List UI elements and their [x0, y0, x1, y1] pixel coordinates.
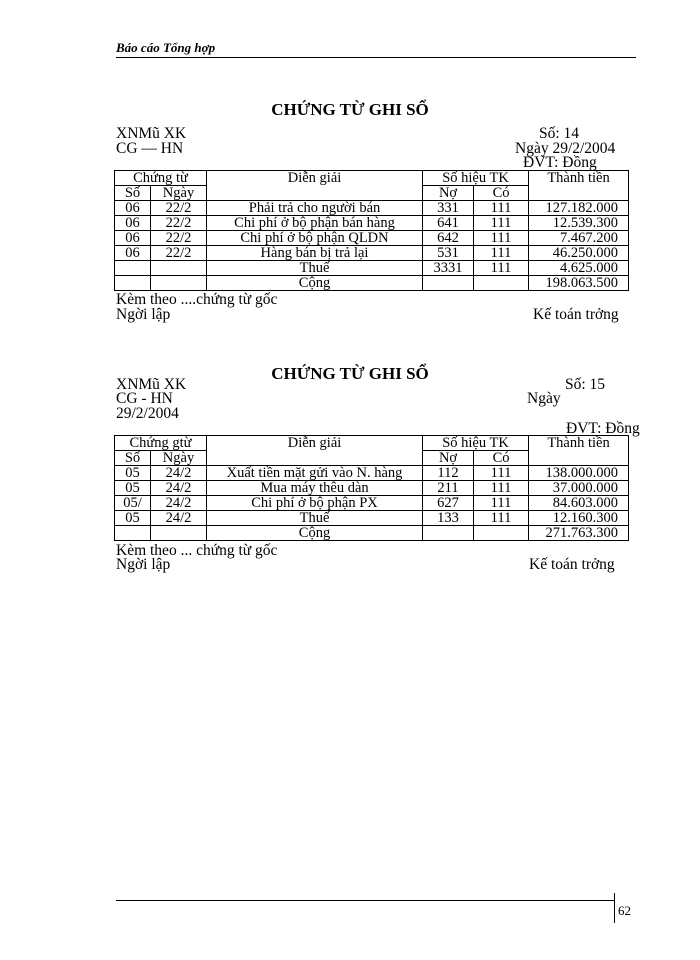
col-ngay: Ngày	[151, 186, 207, 201]
table-row-total: Cộng 271.763.300	[115, 526, 629, 541]
voucher-2-preparer: Ngời lập	[116, 556, 171, 573]
col-so-hieu: Số hiệu TK	[423, 171, 529, 186]
voucher-2-accountant: Kế toán trởng	[529, 556, 615, 573]
voucher-1-table	[114, 170, 629, 291]
voucher-1-org2: CG — HN	[116, 140, 184, 157]
table-row-total: Cộng 198.063.500	[115, 276, 629, 291]
table-row: Thuế 3331 111 4.625.000	[115, 261, 629, 276]
table-row: 05/ 24/2 Chi phí ở bộ phận PX 627 111 84.603.000	[115, 496, 629, 511]
col-co: Có	[474, 186, 529, 201]
col-thanh-tien: Thành tiền	[529, 436, 629, 466]
table-row: 06 22/2 Chi phí ở bộ phận QLDN 642 111 7.467.200	[115, 231, 629, 246]
voucher-2-table	[114, 435, 629, 541]
voucher-2-attached: Kèm theo ... chứng từ gốc	[116, 542, 278, 559]
voucher-1-org: XNMũ XK	[116, 125, 187, 142]
voucher-1-date: Ngày 29/2/2004	[515, 140, 616, 157]
voucher-2-title: CHỨNG TỪ GHI SỔ	[271, 364, 429, 383]
page-number: 62	[618, 903, 631, 918]
table-row: 06 22/2 Hàng bán bị trả lại 531 111 46.250.000	[115, 246, 629, 261]
voucher-2-date: 29/2/2004	[116, 405, 179, 422]
col-chung-tu: Chứng từ	[115, 171, 207, 186]
table-row: 05 24/2 Thuế 133 111 12.160.300	[115, 511, 629, 526]
col-dien-giai: Diễn giải	[207, 171, 423, 201]
col-dien-giai: Diễn giải	[207, 436, 423, 466]
voucher-1-preparer: Ngời lập	[116, 306, 171, 323]
voucher-2-date-label: Ngày	[527, 390, 561, 407]
col-thanh-tien: Thành tiền	[529, 171, 629, 201]
table-row: 05 24/2 Mua máy thêu dàn 211 111 37.000.000	[115, 481, 629, 496]
col-co: Có	[474, 451, 529, 466]
voucher-1-accountant: Kế toán trởng	[533, 306, 619, 323]
voucher-1-attached: Kèm theo ....chứng từ gốc	[116, 291, 278, 308]
table-row: 05 24/2 Xuất tiền mặt gửi vào N. hàng 112 111 138.000.000	[115, 466, 629, 481]
voucher-2-number: Số: 15	[565, 376, 606, 393]
voucher-2-org2: CG - HN	[116, 390, 173, 407]
col-no: Nợ	[423, 186, 474, 201]
table-row: 06 22/2 Chi phí ở bộ phận bán hàng 641 111 12.539.300	[115, 216, 629, 231]
voucher-2-org: XNMũ XK	[116, 376, 187, 393]
voucher-2-unit: ĐVT: Đồng	[566, 420, 640, 437]
voucher-1-number: Số: 14	[539, 125, 580, 142]
voucher-1-title: CHỨNG TỪ GHI SỔ	[271, 100, 429, 119]
voucher-1-unit: ĐVT: Đồng	[523, 154, 597, 171]
col-so: Số	[115, 186, 151, 201]
col-so-hieu: Số hiệu TK	[423, 436, 529, 451]
table-row: 06 22/2 Phải trả cho người bán 331 111 127.182.000	[115, 201, 629, 216]
col-ngay: Ngày	[151, 451, 207, 466]
report-header: Báo cáo Tổng hợp	[116, 41, 636, 58]
footer-divider	[116, 900, 614, 901]
col-chung-tu: Chứng gtừ	[115, 436, 207, 451]
col-no: Nợ	[423, 451, 474, 466]
footer-vertical-divider	[614, 893, 615, 923]
col-so: Số	[115, 451, 151, 466]
